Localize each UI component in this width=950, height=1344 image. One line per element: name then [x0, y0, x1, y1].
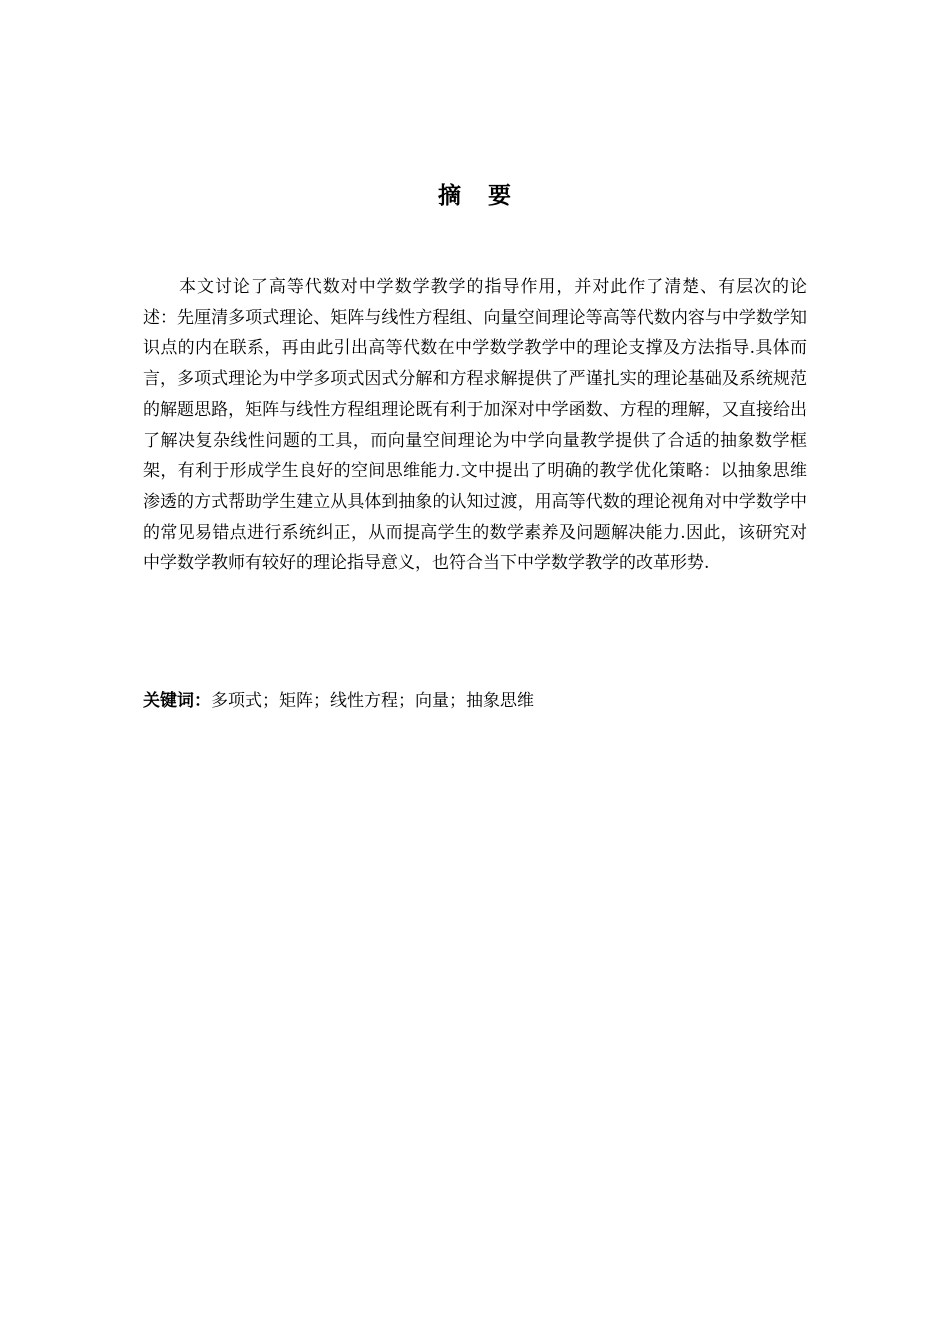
keywords-line [143, 686, 807, 716]
page-title [0, 178, 950, 214]
keywords-label: 关键词： [143, 691, 211, 711]
keywords-list: 多项式；矩阵；线性方程；向量；抽象思维 [211, 691, 534, 711]
title-char-2: 要 [488, 183, 512, 209]
abstract-paragraph: 本文讨论了高等代数对中学数学教学的指导作用，并对此作了清楚、有层次的论述：先厘清多项式理论、矩阵与线性方程组、向量空间理论等高等代数内容与中学数学知识点的内在联系，再由此引出高等代数在中学数学教学中的理论支撑及方法指导.具体而言，多项式理论为中学多项式因式分解和方程求解提供了严谨扎实的理论基础及系统规范的解题思路，矩阵与线性方程组理论既有利于加深对中学函数、方程的理解，又直接给出了解决复杂线性问题的工具，而向量空间理论为中学向量教学提供了合适的抽象数学框架，有利于形成学生良好的空间思维能力.文中提出了明确的教学优化策略：以抽象思维渗透的方式帮助学生建立从具体到抽象的认知过渡，用高等代数的理论视角对中学数学中的常见易错点进行系统纠正，从而提高学生的数学素养及问题解决能力.因此，该研究对中学数学教师有较好的理论指导意义，也符合当下中学数学教学的改革形势. [143, 277, 807, 574]
title-char-1: 摘 [438, 183, 462, 209]
